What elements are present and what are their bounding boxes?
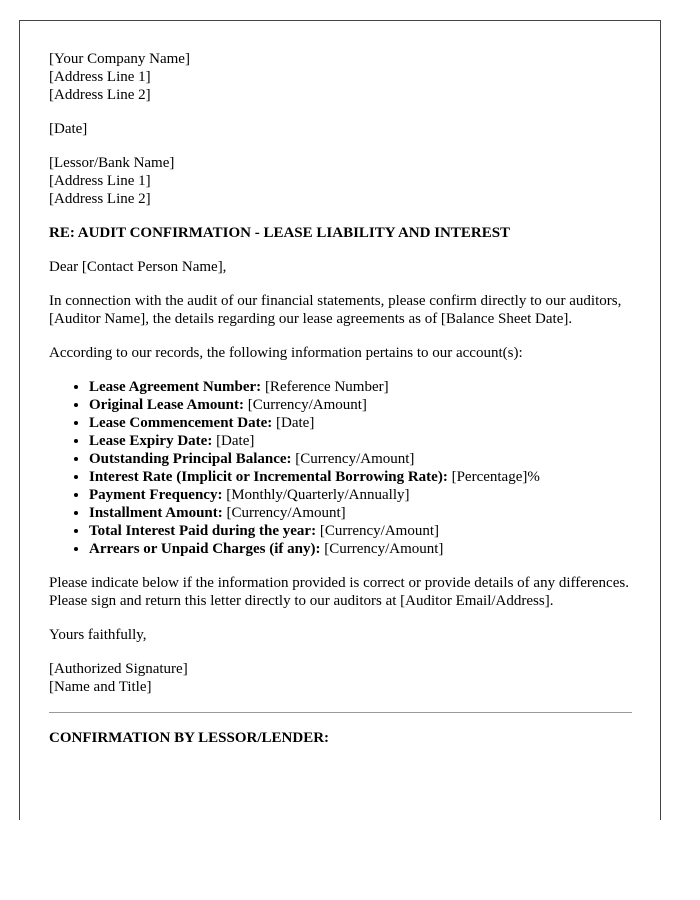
lease-details-list: [49, 378, 634, 558]
authorized-signature: [Authorized Signature]: [49, 661, 188, 677]
detail-label: Interest Rate (Implicit or Incremental Borrowing Rate):: [89, 469, 448, 485]
letter-content: [49, 50, 634, 747]
detail-value: [Currency/Amount]: [244, 397, 367, 413]
recipient-address-line-1: [Address Line 1]: [49, 173, 151, 189]
detail-label: Lease Commencement Date:: [89, 415, 273, 431]
detail-label: Lease Agreement Number:: [89, 379, 262, 395]
list-item: [89, 396, 634, 414]
list-item: [89, 540, 634, 558]
detail-value: [Currency/Amount]: [222, 505, 346, 521]
detail-value: [Currency/Amount]: [316, 523, 439, 539]
list-item: [89, 450, 634, 468]
detail-value: [Percentage]%: [447, 469, 540, 485]
signature-block: [49, 660, 634, 696]
detail-value: [Currency/Amount]: [291, 451, 415, 467]
detail-value: [Date]: [272, 415, 315, 431]
detail-label: Installment Amount:: [89, 505, 223, 521]
detail-label: Outstanding Principal Balance:: [89, 451, 292, 467]
salutation: Dear [Contact Person Name],: [49, 259, 227, 275]
sender-address-line-1: [Address Line 1]: [49, 69, 151, 85]
letter-page: [19, 20, 661, 820]
detail-value: [Monthly/Quarterly/Annually]: [222, 487, 410, 503]
recipient-name: [Lessor/Bank Name]: [49, 155, 175, 171]
closing-paragraph: Please indicate below if the information provided is correct or provide details of any differences. Please sign and return this letter directly to our auditors at [Auditor Email/Address].: [49, 575, 629, 609]
list-item: [89, 468, 634, 486]
records-intro: According to our records, the following information pertains to our account(s):: [49, 345, 523, 361]
confirmation-heading: CONFIRMATION BY LESSOR/LENDER:: [49, 730, 330, 746]
detail-label: Payment Frequency:: [89, 487, 223, 503]
sender-address: [49, 50, 634, 104]
intro-paragraph: In connection with the audit of our financial statements, please confirm directly to our auditors, [Auditor Name], the details regarding our lease agreements as of [Balance Sheet Date].: [49, 293, 622, 327]
list-item: [89, 504, 634, 522]
letter-date: [Date]: [49, 121, 88, 137]
subject-line: RE: AUDIT CONFIRMATION - LEASE LIABILITY AND INTEREST: [49, 225, 511, 241]
detail-label: Total Interest Paid during the year:: [89, 523, 317, 539]
list-item: [89, 522, 634, 540]
signer-name-title: [Name and Title]: [49, 679, 152, 695]
detail-value: [Date]: [212, 433, 255, 449]
list-item: [89, 432, 634, 450]
list-item: [89, 486, 634, 504]
valediction: Yours faithfully,: [49, 627, 147, 643]
detail-label: Original Lease Amount:: [89, 397, 245, 413]
list-item: [89, 414, 634, 432]
sender-address-line-2: [Address Line 2]: [49, 87, 151, 103]
detail-label: Arrears or Unpaid Charges (if any):: [89, 541, 321, 557]
sender-company: [Your Company Name]: [49, 51, 190, 67]
detail-value: [Reference Number]: [261, 379, 389, 395]
detail-value: [Currency/Amount]: [320, 541, 444, 557]
list-item: [89, 378, 634, 396]
detail-label: Lease Expiry Date:: [89, 433, 213, 449]
recipient-address-line-2: [Address Line 2]: [49, 191, 151, 207]
section-divider: [49, 712, 632, 713]
recipient-address: [49, 154, 634, 208]
